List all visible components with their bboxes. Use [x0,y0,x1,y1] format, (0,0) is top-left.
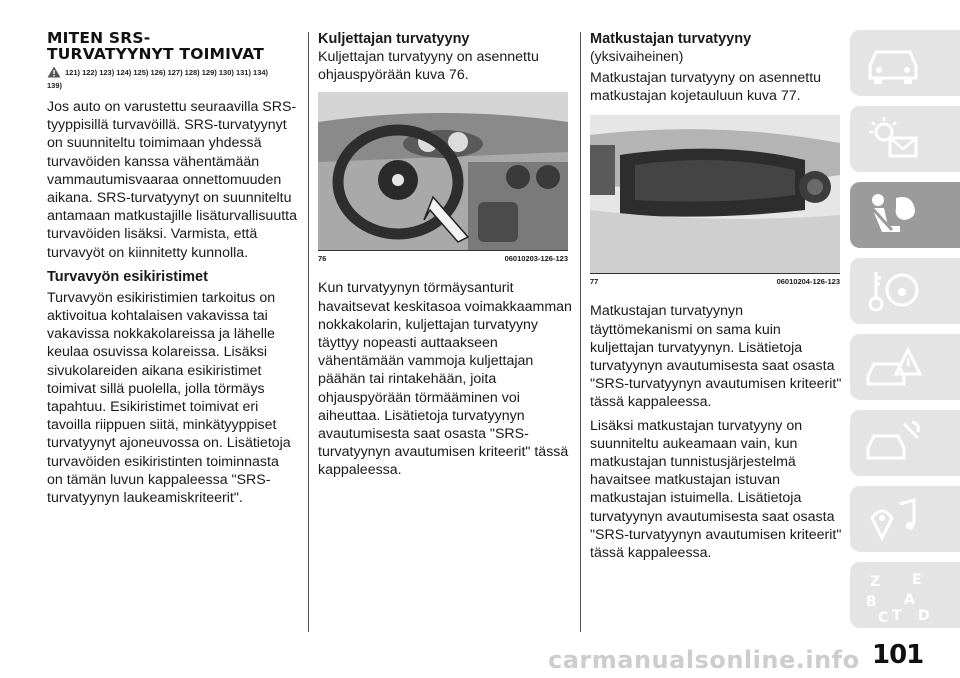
column-3 [590,30,845,562]
figure-76-image [318,92,568,251]
warning-light-mail-icon [864,114,924,164]
breakdown-car-icon [864,342,924,392]
column-divider-2 [580,32,581,632]
figure-77-caption [590,277,840,286]
chapter-tab-sidebar [850,30,960,640]
index-letter: A [904,592,915,608]
passenger-airbag-heading: Matkustajan turvatyyny [590,31,752,47]
tab-emergency[interactable] [850,334,960,400]
warning-triangle-icon [47,66,61,81]
tab-maintenance[interactable] [850,410,960,476]
tab-warning-lights[interactable] [850,106,960,172]
index-letter: Z [870,574,881,590]
column-divider-1 [308,32,309,632]
passenger-airbag-paragraph-1: Matkustajan turvatyynyn täyttömekanismi on sama kuin kuljettajan turvatyynyn. Lisätietoja turvatyynyn avautumisesta saat osasta "SRS-turvatyynyn avautumisen kriteerit" tässä kappaleessa. [590,303,842,411]
key-steering-icon [864,266,924,316]
driver-airbag-illustration [318,92,568,250]
driver-airbag-paragraph: Kun turvatyynyn törmäysanturit havaitsevat keskitasoa voimakkaamman nokkakolarin, kuljettajan turvatyyny täyttyy nopeasti auttaakseen vähentämään vammoja kuljettajan päähän tai rintakehään, joita ohjauspyörään törmääminen voi aiheuttaa. Lisätietoja turvatyynyn avautumisesta saat osasta "SRS-turvatyynyn avautumisen kriteerit" tässä kappaleessa. [318,280,572,479]
tab-index[interactable] [850,562,960,628]
service-wrench-icon [864,418,924,468]
figure-77-code: 06010204-126-123 [776,277,840,287]
warning-refs-line2: 139) [47,81,63,90]
column-1 [47,30,297,507]
intro-paragraph: Jos auto on varustettu seuraavilla SRS-tyyppisillä turvavöillä. SRS-turvatyynyt on suunniteltu toimimaan yhdessä turvavöiden kanssa vähentämään vammautumisvaaraa onnettomuuden aikana. SRS-turvatyynyt on suunniteltu antamaan matkustajille lisäturvallisuutta turvavöiden lisäksi. Varmista, että turvavyöt on kiinnitetty kunnolla. [47,99,297,261]
index-letter: C [878,610,889,626]
index-letter: T [892,608,902,624]
column-2 [318,30,573,480]
tab-starting-driving[interactable] [850,258,960,324]
passenger-airbag-illustration [590,115,840,273]
index-letter: E [912,572,922,588]
figure-76-number: 76 [318,254,327,264]
figure-77-number: 77 [590,277,599,287]
alphabetical-index-icon [864,570,944,626]
page-number: 101 [872,640,924,670]
tab-dashboard[interactable] [850,30,960,96]
warning-references [47,66,297,91]
watermark: carmanualsonline.info [548,646,860,674]
passenger-airbag-subheading: (yksivaiheinen) [590,48,684,64]
multimedia-icon [864,494,924,544]
pretensioner-heading: Turvavyön esikiristimet [47,268,208,285]
tab-safety[interactable] [850,182,960,248]
figure-76-code: 06010203-126-123 [504,254,568,264]
passenger-airbag-intro: Matkustajan turvatyyny on asennettu matkustajan kojetauluun kuva 77. [590,70,822,105]
tab-multimedia[interactable] [850,486,960,552]
section-title: MITEN SRS- TURVATYYNYT TOIMIVAT [47,29,265,63]
figure-76-caption [318,254,568,263]
pretensioner-paragraph: Turvavyön esikiristimien tarkoitus on aktivoitua kohtalaisen vakavissa tai vakavissa nokkakolareissa ja lähelle keulaa osuvissa kolareissa. Lisäksi sivukolareiden aikana esikiristimet toimivat sillä puolella, jolla törmäys tapahtuu. Esikiristimet toimivat eri tavoilla riippuen siitä, minkätyyppiset turvatyynyt ajoneuvossa on. Lisätietoja turvavöiden esikiristinten toiminnasta on tämän luvun kappaleessa "SRS-turvatyynyn laukeamiskriteerit". [47,289,291,507]
driver-airbag-intro: Kuljettajan turvatyyny on asennettu ohjauspyörään kuva 76. [318,49,539,84]
passenger-airbag-paragraph-2: Lisäksi matkustajan turvatyyny on suunniteltu aukeamaan vain, kun matkustajan tunnistusjärjestelmä havaitsee matkustajan istuvan matkustajan istuimella. Lisätietoja turvatyynyn avautumisesta saat osasta "SRS-turvatyynyn avautumisen kriteerit" tässä kappaleessa. [590,417,842,562]
figure-77-image [590,115,840,274]
car-dashboard-icon [864,38,924,88]
airbag-seatbelt-icon [864,190,924,240]
warning-refs-line1: 121) 122) 123) 124) 125) 126) 127) 128) 129) 130) 131) 134) [65,68,269,77]
index-letter: B [866,594,877,610]
driver-airbag-heading: Kuljettajan turvatyyny [318,31,470,47]
index-letter: D [918,608,930,624]
